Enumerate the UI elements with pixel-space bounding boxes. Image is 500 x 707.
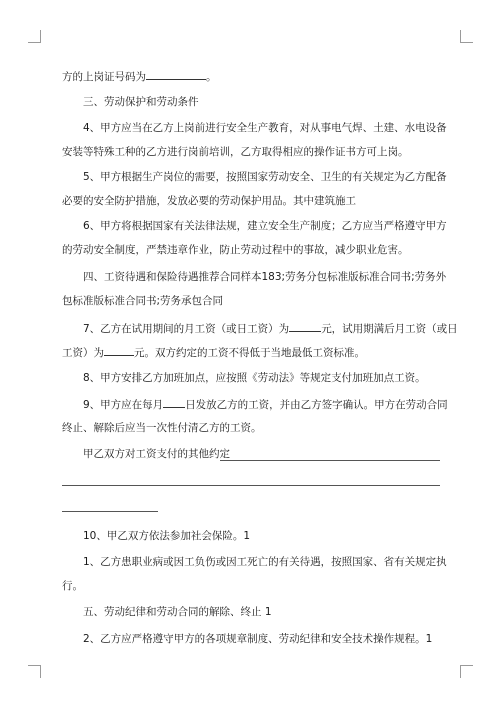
paragraph-line: 安装等特殊工种的乙方进行岗前培训，乙方取得相应的操作证书方可上岗。 [62, 146, 409, 158]
crop-mark-bottom-left [28, 665, 41, 678]
text-run: 元。双方约定的工资不得低于当地最低工资标准。 [134, 347, 365, 359]
paragraph-line [62, 68, 440, 84]
fill-in-blank [104, 344, 134, 356]
fill-in-blank [289, 320, 321, 332]
text-run: 甲乙双方对工资支付的其他约定 [83, 448, 230, 460]
paragraph-line: 的劳动安全制度，严禁违章作业，防止劳动过程中的事故，减少职业危害。 [62, 244, 409, 256]
text-run: 9、甲方应在每月 [83, 399, 164, 411]
section-heading: 五、劳动纪律和劳动合同的解除、终止 1 [83, 606, 272, 618]
crop-mark-top-right [460, 30, 473, 43]
fill-in-rule [220, 460, 440, 461]
paragraph-line: 必要的安全防护措施，发放必要的劳动保护用品。其中建筑施工 [62, 195, 356, 207]
text-run: 元，试用期满后月工资（或日 [321, 323, 458, 335]
paragraph-line: 8、甲方安排乙方加班加点，应按照《劳动法》等规定支付加班加点工资。 [83, 372, 426, 384]
paragraph-line: 2、乙方应严格遵守甲方的各项规章制度、劳动纪律和安全技术操作规程。1 [83, 633, 433, 645]
paragraph-line [62, 344, 440, 360]
paragraph-line: 行。 [62, 580, 83, 592]
fill-in-blank [163, 396, 185, 408]
text-run: 工资）为 [62, 347, 104, 359]
text-run: 。 [206, 71, 217, 83]
crop-mark-bottom-right [460, 665, 473, 678]
paragraph-line: 终止、解除后应当一次性付清乙方的工资。 [62, 422, 262, 434]
paragraph-line [62, 320, 461, 336]
paragraph-line: 4、甲方应当在乙方上岗前进行安全生产教育，对从事电气焊、土建、水电设备 [83, 122, 447, 134]
crop-mark-top-left [28, 30, 41, 43]
paragraph-line: 10、甲乙双方依法参加社会保险。1 [83, 530, 251, 542]
text-run: 方的上岗证号码为 [62, 71, 146, 83]
text-run: 日发放乙方的工资，并由乙方签字确认。甲方在劳动合同 [185, 399, 448, 411]
paragraph-line: 1、乙方患职业病或因工负伤或因工死亡的有关待遇，按照国家、省有关规定执 [83, 556, 447, 568]
section-heading: 四、工资待遇和保险待遇推荐合同样本183;劳务分包标准版标准合同书;劳务外 [83, 271, 447, 283]
paragraph-line: 5、甲方根据生产岗位的需要，按照国家劳动安全、卫生的有关规定为乙方配备 [83, 171, 447, 183]
fill-in-rule [62, 511, 158, 512]
fill-in-rule [62, 485, 440, 486]
fill-in-blank [146, 68, 206, 80]
paragraph-line [62, 396, 461, 412]
paragraph-line: 包标准版标准合同书;劳务承包合同 [62, 295, 224, 307]
paragraph-line: 6、甲方将根据国家有关法律法规，建立安全生产制度；乙方应当严格遵守甲方 [83, 220, 447, 232]
section-heading: 三、劳动保护和劳动条件 [83, 96, 199, 108]
text-run: 7、乙方在试用期间的月工资（或日工资）为 [83, 323, 290, 335]
